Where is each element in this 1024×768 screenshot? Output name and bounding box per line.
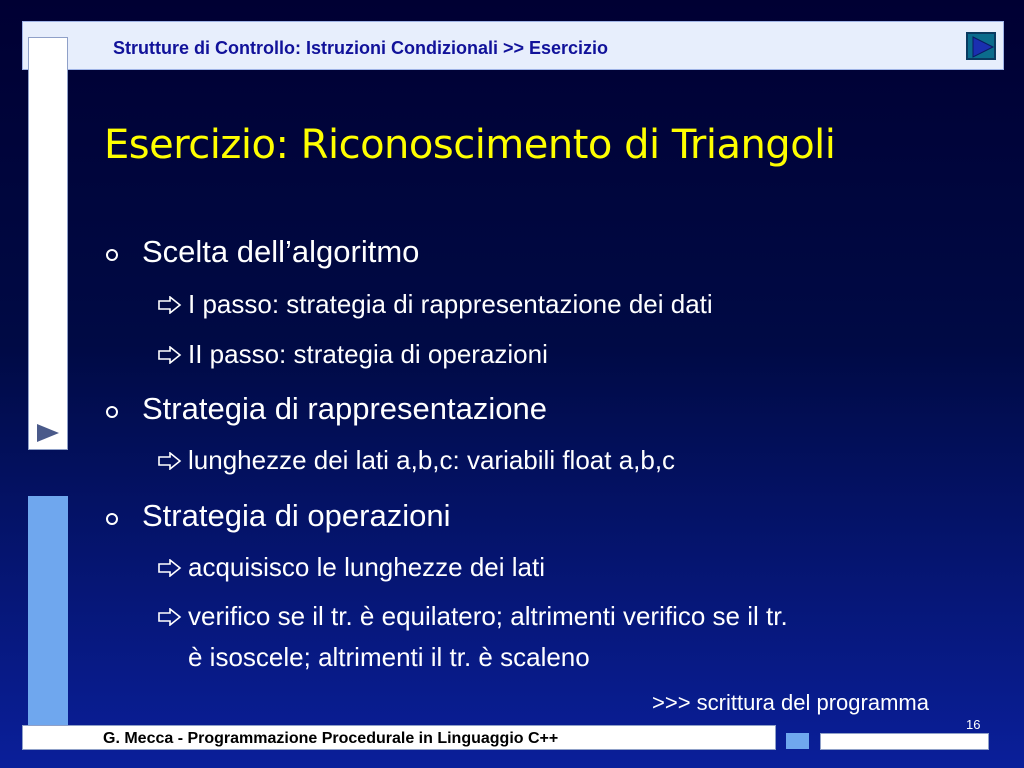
footer-text: G. Mecca - Programmazione Procedurale in Linguaggio C++ xyxy=(103,730,559,747)
sub-bullet-item-continuation: è isoscele; altrimenti il tr. è scaleno xyxy=(188,642,590,672)
left-panel xyxy=(28,37,68,450)
bullet-item: Strategia di operazioni xyxy=(142,498,451,533)
arrow-right-icon xyxy=(157,559,183,577)
header-bar xyxy=(22,21,1004,70)
footer-bar xyxy=(22,725,776,750)
bullet-item: Scelta dell’algoritmo xyxy=(142,234,420,269)
header-title: Strutture di Controllo: Istruzioni Condizionali >> Esercizio xyxy=(113,38,609,58)
slide-title: Esercizio: Riconoscimento di Triangoli xyxy=(104,122,836,168)
sub-bullet-item: II passo: strategia di operazioni xyxy=(188,339,548,369)
play-triangle-icon xyxy=(971,36,995,58)
bullet-ring-icon xyxy=(106,406,118,418)
sub-bullet-item: I passo: strategia di rappresentazione dei dati xyxy=(188,289,713,319)
bullet-item: Strategia di rappresentazione xyxy=(142,391,547,426)
arrow-right-icon xyxy=(157,452,183,470)
sub-bullet-item: acquisisco le lunghezze dei lati xyxy=(188,552,545,582)
arrow-right-icon xyxy=(157,346,183,364)
bullet-ring-icon xyxy=(106,513,118,525)
footer-accent-block xyxy=(786,733,809,749)
sub-bullet-item: verifico se il tr. è equilatero; altrimenti verifico se il tr. xyxy=(188,601,788,631)
footer-right-box xyxy=(820,733,989,750)
sub-bullet-item: lunghezze dei lati a,b,c: variabili float a,b,c xyxy=(188,445,676,475)
bullet-ring-icon xyxy=(106,249,118,261)
next-slide-button[interactable] xyxy=(966,32,996,60)
arrow-right-icon xyxy=(157,608,183,626)
left-accent-bar xyxy=(28,496,68,735)
page-number: 16 xyxy=(966,717,981,732)
arrow-right-icon xyxy=(157,296,183,314)
next-section-link[interactable]: >>> scrittura del programma xyxy=(652,690,929,715)
play-arrow-icon[interactable] xyxy=(34,422,62,444)
